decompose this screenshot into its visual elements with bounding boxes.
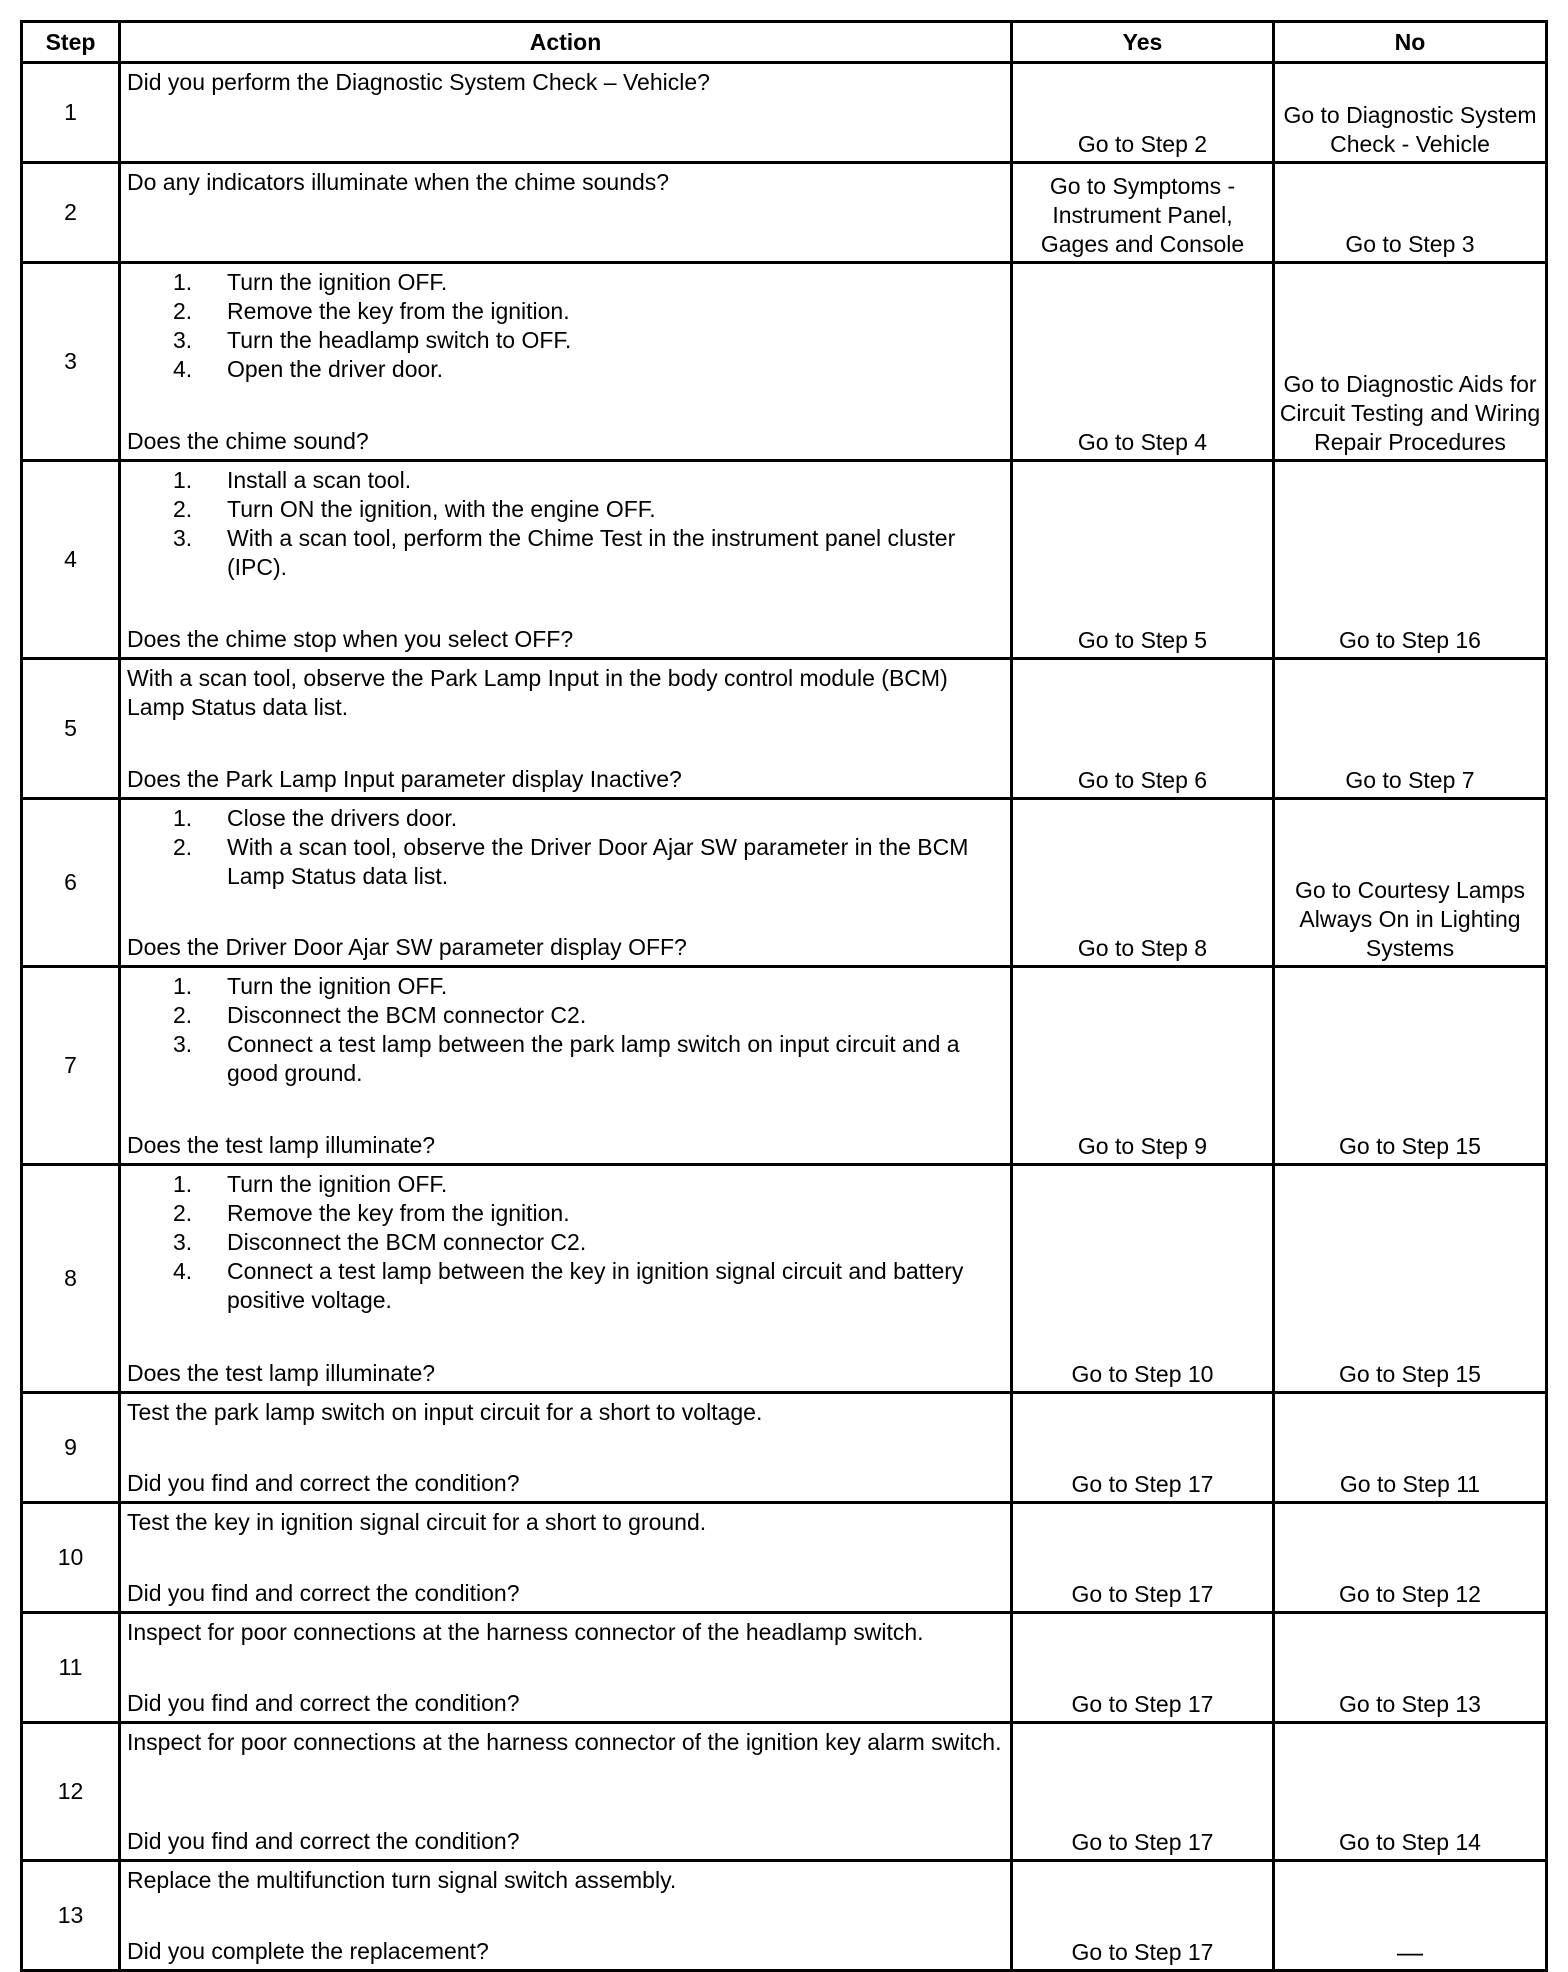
table-row <box>22 1861 1547 1971</box>
table-row <box>22 263 1547 461</box>
step-number: 13 <box>22 1861 120 1971</box>
step-number: 12 <box>22 1723 120 1861</box>
step-number: 6 <box>22 799 120 967</box>
list-item: 4. Connect a test lamp between the key in ignition signal circuit and battery positive voltage. <box>173 1258 964 1313</box>
step-number: 7 <box>22 967 120 1165</box>
no-cell: Go to Diagnostic Aids for Circuit Testing and Wiring Repair Procedures <box>1274 263 1547 461</box>
action-text: Inspect for poor connections at the harness connector of the headlamp switch. <box>127 1619 924 1645</box>
list-item: 2. Disconnect the BCM connector C2. <box>173 1002 587 1028</box>
no-cell: Go to Step 7 <box>1274 659 1547 799</box>
no-cell: Go to Diagnostic System Check - Vehicle <box>1274 63 1547 163</box>
yes-cell: Go to Step 8 <box>1012 799 1274 967</box>
action-cell <box>120 967 1012 1165</box>
table-row <box>22 967 1547 1165</box>
table-row <box>22 799 1547 967</box>
table-row <box>22 1393 1547 1503</box>
list-item: 1. Turn the ignition OFF. <box>173 1171 448 1197</box>
table-row <box>22 163 1547 263</box>
action-text: Test the park lamp switch on input circuit for a short to voltage. <box>127 1399 763 1425</box>
table-row <box>22 1503 1547 1613</box>
list-item: 3. With a scan tool, perform the Chime Test in the instrument panel cluster (IPC). <box>173 525 956 580</box>
action-text: Inspect for poor connections at the harness connector of the ignition key alarm switch. <box>127 1729 1002 1755</box>
action-cell <box>120 461 1012 659</box>
step-number: 11 <box>22 1613 120 1723</box>
yes-cell: Go to Step 17 <box>1012 1723 1274 1861</box>
list-item: 4. Open the driver door. <box>173 356 444 382</box>
no-cell: Go to Step 15 <box>1274 1165 1547 1393</box>
action-question: Does the test lamp illuminate? <box>127 1132 436 1158</box>
list-item: 2. Turn ON the ignition, with the engine OFF. <box>173 496 656 522</box>
list-item: 2. With a scan tool, observe the Driver Door Ajar SW parameter in the BCM Lamp Status data list. <box>173 834 969 889</box>
table-row <box>22 1723 1547 1861</box>
header-step: Step <box>22 22 120 63</box>
action-cell <box>120 1861 1012 1971</box>
action-cell <box>120 1393 1012 1503</box>
step-number: 10 <box>22 1503 120 1613</box>
action-steps <box>127 1170 1008 1315</box>
action-text: With a scan tool, observe the Park Lamp Input in the body control module (BCM) Lamp Status data list. <box>127 665 948 720</box>
header-yes: Yes <box>1012 22 1274 63</box>
action-cell <box>120 1613 1012 1723</box>
list-item: 1. Turn the ignition OFF. <box>173 269 448 295</box>
no-cell: Go to Step 11 <box>1274 1393 1547 1503</box>
list-item: 1. Close the drivers door. <box>173 805 458 831</box>
step-number: 3 <box>22 263 120 461</box>
action-question: Does the Park Lamp Input parameter display Inactive? <box>127 766 682 792</box>
yes-cell: Go to Step 17 <box>1012 1613 1274 1723</box>
action-question: Did you complete the replacement? <box>127 1938 489 1964</box>
no-cell: Go to Courtesy Lamps Always On in Lighting Systems <box>1274 799 1547 967</box>
yes-cell: Go to Step 6 <box>1012 659 1274 799</box>
action-question: Does the chime stop when you select OFF? <box>127 626 574 652</box>
action-steps <box>127 972 1008 1088</box>
action-text: Did you perform the Diagnostic System Check – Vehicle? <box>127 69 710 95</box>
action-question: Did you find and correct the condition? <box>127 1690 520 1716</box>
header-no: No <box>1274 22 1547 63</box>
list-item: 3. Turn the headlamp switch to OFF. <box>173 327 572 353</box>
list-item: 1. Turn the ignition OFF. <box>173 973 448 999</box>
action-question: Does the Driver Door Ajar SW parameter display OFF? <box>127 934 687 960</box>
action-steps <box>127 466 1008 582</box>
header-action: Action <box>120 22 1012 63</box>
action-cell <box>120 799 1012 967</box>
action-steps <box>127 804 1008 891</box>
step-number: 8 <box>22 1165 120 1393</box>
list-item: 3. Connect a test lamp between the park lamp switch on input circuit and a good ground. <box>173 1031 960 1086</box>
action-text: Test the key in ignition signal circuit for a short to ground. <box>127 1509 707 1535</box>
list-item: 2. Remove the key from the ignition. <box>173 1200 570 1226</box>
yes-cell: Go to Symptoms - Instrument Panel, Gages and Console <box>1012 163 1274 263</box>
action-cell <box>120 63 1012 163</box>
table-row <box>22 1165 1547 1393</box>
action-cell <box>120 1503 1012 1613</box>
yes-cell: Go to Step 2 <box>1012 63 1274 163</box>
table-row <box>22 461 1547 659</box>
action-cell <box>120 1723 1012 1861</box>
table-row <box>22 63 1547 163</box>
diagnostic-table <box>20 20 1548 1972</box>
action-cell <box>120 163 1012 263</box>
step-number: 2 <box>22 163 120 263</box>
table-row <box>22 1613 1547 1723</box>
action-text: Replace the multifunction turn signal switch assembly. <box>127 1867 677 1893</box>
step-number: 4 <box>22 461 120 659</box>
action-question: Does the chime sound? <box>127 428 369 454</box>
yes-cell: Go to Step 10 <box>1012 1165 1274 1393</box>
action-question: Does the test lamp illuminate? <box>127 1360 436 1386</box>
table-row <box>22 659 1547 799</box>
action-cell <box>120 659 1012 799</box>
action-cell <box>120 263 1012 461</box>
action-question: Did you find and correct the condition? <box>127 1580 520 1606</box>
no-cell: Go to Step 3 <box>1274 163 1547 263</box>
step-number: 1 <box>22 63 120 163</box>
action-cell <box>120 1165 1012 1393</box>
yes-cell: Go to Step 4 <box>1012 263 1274 461</box>
action-question: Did you find and correct the condition? <box>127 1470 520 1496</box>
no-cell: — <box>1274 1861 1547 1971</box>
action-steps <box>127 268 1008 384</box>
list-item: 1. Install a scan tool. <box>173 467 412 493</box>
step-number: 5 <box>22 659 120 799</box>
no-cell: Go to Step 15 <box>1274 967 1547 1165</box>
no-cell: Go to Step 13 <box>1274 1613 1547 1723</box>
no-cell: Go to Step 12 <box>1274 1503 1547 1613</box>
yes-cell: Go to Step 9 <box>1012 967 1274 1165</box>
action-question: Did you find and correct the condition? <box>127 1828 520 1854</box>
list-item: 2. Remove the key from the ignition. <box>173 298 570 324</box>
yes-cell: Go to Step 17 <box>1012 1393 1274 1503</box>
yes-cell: Go to Step 17 <box>1012 1861 1274 1971</box>
table-header-row <box>22 22 1547 63</box>
action-text: Do any indicators illuminate when the chime sounds? <box>127 169 670 195</box>
yes-cell: Go to Step 17 <box>1012 1503 1274 1613</box>
no-cell: Go to Step 14 <box>1274 1723 1547 1861</box>
step-number: 9 <box>22 1393 120 1503</box>
no-cell: Go to Step 16 <box>1274 461 1547 659</box>
list-item: 3. Disconnect the BCM connector C2. <box>173 1229 587 1255</box>
yes-cell: Go to Step 5 <box>1012 461 1274 659</box>
